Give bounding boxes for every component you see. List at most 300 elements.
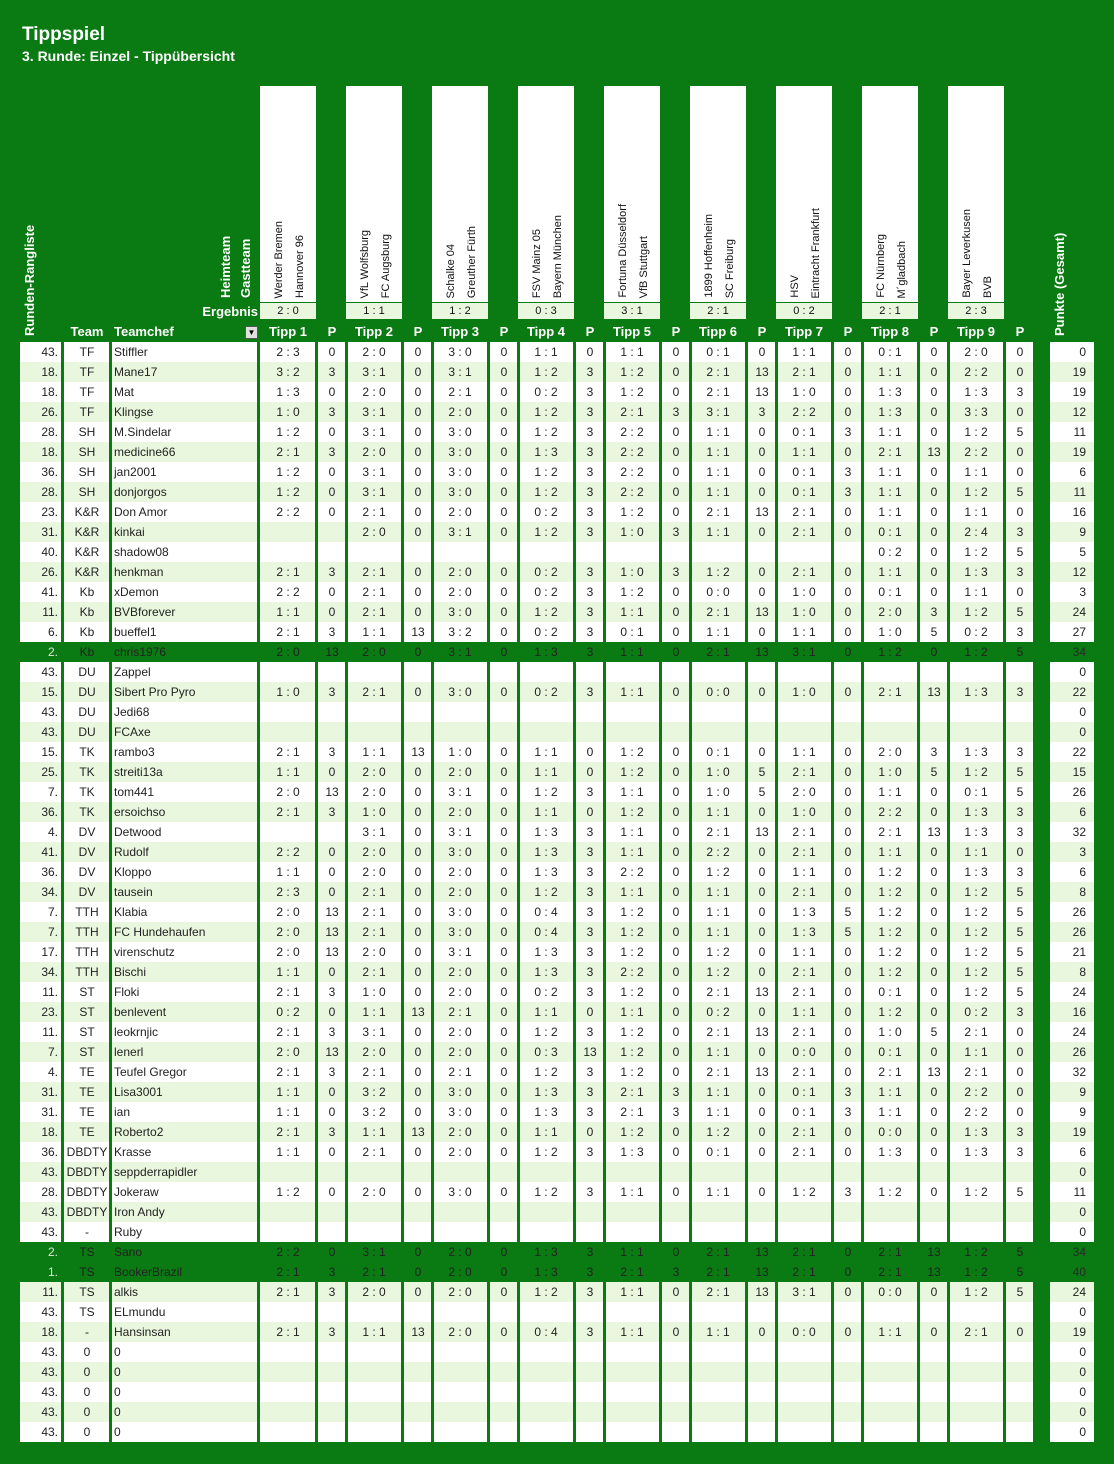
points-8-cell <box>920 1422 948 1442</box>
tipp-5-cell: 2 : 2 <box>620 445 644 459</box>
points-9-cell: 3 <box>1016 385 1024 399</box>
team-column-header: Team <box>70 324 104 339</box>
teamchef-cell: benlevent <box>114 1005 167 1019</box>
points-6-cell: 13 <box>755 1285 769 1299</box>
ergebnis-label: Ergebnis <box>202 304 258 319</box>
rank-cell: 31. <box>41 525 58 539</box>
tipp-3-cell: 3 : 0 <box>448 905 472 919</box>
tipp-7-cell: 1 : 1 <box>792 945 816 959</box>
points-9-cell <box>1006 1382 1034 1402</box>
points-7-cell <box>834 1302 862 1322</box>
tipp-4-cell: 1 : 1 <box>534 345 558 359</box>
points-8-cell: 0 <box>930 645 938 659</box>
tipp-7-cell: 1 : 0 <box>792 585 816 599</box>
tipp-6-cell: 2 : 1 <box>706 1285 730 1299</box>
points-3-cell: 0 <box>500 905 508 919</box>
tipp-3-column-header: Tipp 3 <box>440 324 480 339</box>
tipp-2-cell: 2 : 0 <box>362 945 386 959</box>
tipp-8-cell <box>862 1362 918 1382</box>
row-gap <box>1034 702 1050 722</box>
tipp-5-cell <box>604 702 660 722</box>
row-gap <box>1034 542 1050 562</box>
tipp-5-column-header: Tipp 5 <box>612 324 652 339</box>
tipp-6-cell: 1 : 1 <box>706 805 730 819</box>
tipp-6-cell: 1 : 2 <box>706 945 730 959</box>
tipp-7-cell: 2 : 1 <box>792 1245 816 1259</box>
tipp-8-cell <box>862 702 918 722</box>
points-7-cell: 5 <box>844 905 852 919</box>
points-3-cell: 0 <box>500 985 508 999</box>
points-1-cell: 3 <box>328 565 336 579</box>
teamchef-cell: Iron Andy <box>114 1205 165 1219</box>
tipp-2-cell <box>346 1222 402 1242</box>
points-2-cell: 13 <box>411 1125 425 1139</box>
tipp-4-cell <box>518 1382 574 1402</box>
team-cell: SH <box>78 485 96 499</box>
tipp-2-cell: 3 : 1 <box>362 425 386 439</box>
tipp-4-cell <box>518 1302 574 1322</box>
tipp-9-cell <box>948 1422 1004 1442</box>
tipp-5-cell: 2 : 1 <box>620 405 644 419</box>
points-5-cell <box>662 1422 690 1442</box>
points-6-cell: 0 <box>758 745 766 759</box>
points-5-cell: 0 <box>672 605 680 619</box>
tipp-8-cell: 1 : 1 <box>878 1105 902 1119</box>
match-3-home-team: Schalke 04 <box>445 243 457 298</box>
row-gap <box>1034 682 1050 702</box>
points-9-cell: 5 <box>1016 645 1024 659</box>
points-2-cell <box>404 1422 432 1442</box>
rank-cell: 41. <box>41 845 58 859</box>
rank-cell: 43. <box>41 1305 58 1319</box>
match-5-header <box>604 86 660 302</box>
match-9-header <box>948 86 1004 302</box>
tipp-1-cell: 2 : 1 <box>276 625 300 639</box>
tipp-1-cell: 2 : 1 <box>276 1025 300 1039</box>
tipp-3-cell: 2 : 0 <box>448 1125 472 1139</box>
tipp-6-cell <box>690 1302 746 1322</box>
tipp-8-cell: 0 : 1 <box>878 345 902 359</box>
team-cell: K&R <box>74 545 100 559</box>
tipp-8-cell: 0 : 0 <box>878 1285 902 1299</box>
tipp-6-cell <box>690 1402 746 1422</box>
points-3-cell: 0 <box>500 365 508 379</box>
tipp-1-cell: 2 : 3 <box>276 345 300 359</box>
row-gap <box>1034 1102 1050 1122</box>
points-1-cell: 13 <box>325 645 339 659</box>
points-3-cell: 0 <box>500 1125 508 1139</box>
tipp-6-cell: 2 : 1 <box>706 505 730 519</box>
team-cell: TE <box>79 1065 95 1079</box>
team-cell: SH <box>78 445 96 459</box>
tipp-8-cell: 1 : 2 <box>878 645 902 659</box>
points-2-cell: 0 <box>414 945 422 959</box>
tipp-8-cell: 1 : 0 <box>878 765 902 779</box>
points-3-cell: 0 <box>500 1085 508 1099</box>
column-divider <box>917 342 920 1442</box>
points-6-column-header: P <box>757 324 767 339</box>
points-9-cell: 0 <box>1016 1065 1024 1079</box>
tipp-5-cell: 1 : 2 <box>620 585 644 599</box>
points-4-cell: 3 <box>586 925 594 939</box>
tipp-8-cell: 1 : 3 <box>878 385 902 399</box>
points-6-cell: 13 <box>755 605 769 619</box>
points-1-cell: 3 <box>328 805 336 819</box>
points-3-cell <box>490 1342 518 1362</box>
tipp-7-cell: 1 : 3 <box>792 905 816 919</box>
tipp-2-cell: 3 : 1 <box>362 1025 386 1039</box>
tipp-5-cell: 2 : 2 <box>620 485 644 499</box>
tipp-6-cell: 0 : 0 <box>706 585 730 599</box>
column-divider <box>861 342 864 1442</box>
points-8-cell: 0 <box>930 565 938 579</box>
tipp-9-cell: 2 : 1 <box>964 1325 988 1339</box>
points-7-cell: 0 <box>844 1045 852 1059</box>
tipp-7-cell <box>776 1342 832 1362</box>
tipp-4-cell <box>518 1362 574 1382</box>
match-4-header <box>518 86 574 302</box>
tipp-1-cell <box>260 1222 316 1242</box>
tipp-3-cell <box>432 1302 488 1322</box>
tipp-7-cell: 1 : 1 <box>792 1005 816 1019</box>
row-gap <box>1034 622 1050 642</box>
match-1-header <box>260 86 316 302</box>
team-cell: TTH <box>75 925 99 939</box>
points-3-cell: 0 <box>500 345 508 359</box>
tipp-2-cell: 3 : 1 <box>362 1245 386 1259</box>
teamchef-cell: Sibert Pro Pyro <box>114 685 196 699</box>
team-cell: TE <box>79 1105 95 1119</box>
rank-cell: 43. <box>41 1225 58 1239</box>
tipp-1-cell: 2 : 2 <box>276 1245 300 1259</box>
tipp-1-cell: 1 : 2 <box>276 465 300 479</box>
points-8-cell: 0 <box>930 865 938 879</box>
points-1-cell: 13 <box>325 945 339 959</box>
tipp-4-cell <box>518 1422 574 1442</box>
tipp-4-column-header: Tipp 4 <box>526 324 566 339</box>
points-3-cell <box>490 542 518 562</box>
points-4-cell: 3 <box>586 1285 594 1299</box>
tipp-5-cell: 1 : 2 <box>620 745 644 759</box>
points-3-cell <box>490 1382 518 1402</box>
points-4-cell: 3 <box>586 565 594 579</box>
tipp-1-cell: 1 : 2 <box>276 425 300 439</box>
points-2-cell: 0 <box>414 645 422 659</box>
teamchef-cell: medicine66 <box>114 445 176 459</box>
tipp-7-cell: 2 : 1 <box>792 1145 816 1159</box>
teamchef-cell: lenerl <box>114 1045 144 1059</box>
tipp-3-cell: 3 : 0 <box>448 925 472 939</box>
tipp-5-cell: 1 : 1 <box>620 1005 644 1019</box>
match-4-home-team: FSV Mainz 05 <box>531 228 543 298</box>
points-6-cell: 3 <box>758 405 766 419</box>
match-5-home-team: Fortuna Düsseldorf <box>617 204 629 298</box>
tipp-8-cell: 1 : 0 <box>878 625 902 639</box>
tipp-2-cell: 2 : 1 <box>362 1065 386 1079</box>
total-points-cell: 6 <box>1079 1145 1086 1159</box>
points-7-cell: 3 <box>844 425 852 439</box>
points-4-cell: 3 <box>586 1245 594 1259</box>
points-8-cell: 3 <box>930 605 938 619</box>
match-8-home-team: FC Nürnberg <box>875 234 887 298</box>
tipp-5-cell: 1 : 1 <box>620 1245 644 1259</box>
tipp-9-column-header: Tipp 9 <box>956 324 996 339</box>
points-1-cell: 3 <box>328 1265 336 1279</box>
row-gap <box>1034 502 1050 522</box>
rank-cell: 4. <box>47 825 58 839</box>
column-divider <box>431 342 434 1442</box>
tipp-8-cell: 1 : 3 <box>878 405 902 419</box>
points-9-cell: 5 <box>1016 1245 1024 1259</box>
rank-cell: 4. <box>47 1065 58 1079</box>
points-7-column-header: P <box>843 324 853 339</box>
points-3-cell: 0 <box>500 785 508 799</box>
tipp-7-cell: 1 : 2 <box>792 1185 816 1199</box>
tipp-8-cell: 1 : 2 <box>878 1185 902 1199</box>
points-3-cell: 0 <box>500 1025 508 1039</box>
points-5-cell: 0 <box>672 1125 680 1139</box>
points-6-cell: 13 <box>755 365 769 379</box>
tipp-8-cell: 1 : 2 <box>878 885 902 899</box>
tipp-9-cell: 1 : 3 <box>964 385 988 399</box>
points-2-cell: 0 <box>414 905 422 919</box>
tipp-5-cell <box>604 1162 660 1182</box>
points-7-cell: 0 <box>844 1325 852 1339</box>
points-7-cell: 0 <box>844 1125 852 1139</box>
filter-dropdown-icon[interactable]: ▼ <box>245 326 258 339</box>
points-9-cell: 0 <box>1016 845 1024 859</box>
team-cell: K&R <box>74 505 100 519</box>
points-4-cell <box>576 542 604 562</box>
tipp-3-cell: 3 : 0 <box>448 465 472 479</box>
team-cell: SH <box>78 465 96 479</box>
tipp-7-cell: 2 : 1 <box>792 1025 816 1039</box>
tipp-8-cell: 1 : 2 <box>878 1005 902 1019</box>
tipp-1-cell: 2 : 2 <box>276 585 300 599</box>
match-7-result: 0 : 2 <box>776 303 832 319</box>
tipp-4-cell: 1 : 2 <box>534 785 558 799</box>
points-6-cell: 0 <box>758 1325 766 1339</box>
tipp-4-cell: 0 : 2 <box>534 625 558 639</box>
tipp-6-cell: 3 : 1 <box>706 405 730 419</box>
match-3-away-team: Greuther Fürth <box>466 225 478 298</box>
points-1-cell <box>318 1302 346 1322</box>
tipp-2-cell: 2 : 0 <box>362 865 386 879</box>
tipp-9-cell: 1 : 1 <box>964 505 988 519</box>
points-2-cell: 0 <box>414 405 422 419</box>
teamchef-cell: Jedi68 <box>114 705 150 719</box>
points-5-cell: 0 <box>672 505 680 519</box>
points-4-cell: 3 <box>586 965 594 979</box>
tipp-4-cell: 0 : 2 <box>534 685 558 699</box>
teamchef-cell: ersoichso <box>114 805 166 819</box>
tipp-7-cell: 1 : 0 <box>792 605 816 619</box>
teamchef-cell: Ruby <box>114 1225 143 1239</box>
points-9-cell <box>1006 1302 1034 1322</box>
total-points-cell: 11 <box>1073 485 1086 499</box>
tipp-5-cell: 0 : 1 <box>620 625 644 639</box>
total-points-cell: 0 <box>1079 665 1086 679</box>
points-2-cell <box>404 702 432 722</box>
tipp-5-cell <box>604 1402 660 1422</box>
points-5-cell <box>662 1202 690 1222</box>
points-2-cell: 0 <box>414 505 422 519</box>
tipp-1-cell: 1 : 1 <box>276 865 300 879</box>
points-3-cell: 0 <box>500 1265 508 1279</box>
points-2-cell: 0 <box>414 1265 422 1279</box>
points-8-cell: 3 <box>930 745 938 759</box>
tipp-9-cell: 2 : 4 <box>964 525 988 539</box>
points-6-cell: 5 <box>758 785 766 799</box>
team-cell: TE <box>79 1125 95 1139</box>
points-4-cell: 0 <box>586 745 594 759</box>
tipp-9-cell: 0 : 1 <box>964 785 988 799</box>
tipp-6-cell: 2 : 1 <box>706 1245 730 1259</box>
total-points-cell: 6 <box>1079 865 1086 879</box>
tipp-9-cell: 1 : 2 <box>964 765 988 779</box>
points-3-cell <box>490 1402 518 1422</box>
points-6-cell <box>748 1402 776 1422</box>
tipp-2-cell: 2 : 1 <box>362 1265 386 1279</box>
points-5-cell: 0 <box>672 485 680 499</box>
points-1-cell: 0 <box>328 845 336 859</box>
tipp-4-cell: 1 : 2 <box>534 1145 558 1159</box>
points-9-cell: 3 <box>1016 1125 1024 1139</box>
points-7-cell <box>834 662 862 682</box>
tipp-5-cell: 1 : 2 <box>620 385 644 399</box>
total-points-cell: 0 <box>1079 1305 1086 1319</box>
tipp-3-cell: 3 : 0 <box>448 425 472 439</box>
tipp-5-cell: 1 : 1 <box>620 845 644 859</box>
points-3-cell: 0 <box>500 845 508 859</box>
tipp-3-cell: 2 : 0 <box>448 1325 472 1339</box>
total-points-cell: 34 <box>1072 1245 1086 1259</box>
tipp-1-cell: 2 : 0 <box>276 925 300 939</box>
points-3-cell <box>490 1362 518 1382</box>
team-cell: TF <box>79 345 95 359</box>
row-gap <box>1034 1202 1050 1222</box>
tipp-1-cell: 1 : 1 <box>276 605 300 619</box>
rank-cell: 18. <box>41 445 58 459</box>
tipp-4-cell: 0 : 2 <box>534 585 558 599</box>
tipp-9-cell: 1 : 2 <box>964 1185 988 1199</box>
points-1-cell: 3 <box>328 685 336 699</box>
points-2-cell <box>404 1382 432 1402</box>
row-gap <box>1034 1262 1050 1282</box>
points-7-cell <box>834 1342 862 1362</box>
points-9-cell <box>1006 722 1034 742</box>
points-2-cell: 0 <box>414 845 422 859</box>
tipp-7-cell: 0 : 0 <box>792 1045 816 1059</box>
points-7-cell: 0 <box>844 505 852 519</box>
tipp-5-cell: 2 : 2 <box>620 425 644 439</box>
points-5-cell <box>662 702 690 722</box>
rank-cell: 43. <box>41 725 58 739</box>
tipp-5-cell: 1 : 1 <box>620 645 644 659</box>
points-3-cell: 0 <box>500 925 508 939</box>
points-9-cell: 5 <box>1016 985 1024 999</box>
match-6-result: 2 : 1 <box>690 303 746 319</box>
points-2-cell: 0 <box>414 445 422 459</box>
points-5-cell: 0 <box>672 345 680 359</box>
row-gap <box>1034 822 1050 842</box>
points-3-cell: 0 <box>500 1065 508 1079</box>
match-2-header <box>346 86 402 302</box>
tipp-3-cell: 2 : 0 <box>448 1245 472 1259</box>
rank-cell: 43. <box>41 1365 58 1379</box>
points-9-cell <box>1006 1342 1034 1362</box>
points-7-cell: 0 <box>844 965 852 979</box>
tipp-2-cell: 2 : 0 <box>362 765 386 779</box>
tipp-7-cell <box>776 542 832 562</box>
tipp-1-cell: 2 : 1 <box>276 745 300 759</box>
points-8-cell: 13 <box>927 1265 941 1279</box>
tipp-2-cell: 3 : 2 <box>362 1085 386 1099</box>
tipp-6-cell: 2 : 1 <box>706 825 730 839</box>
points-7-cell: 0 <box>844 1025 852 1039</box>
points-7-cell <box>834 1362 862 1382</box>
tipp-7-cell <box>776 1202 832 1222</box>
points-8-cell: 5 <box>930 765 938 779</box>
tipp-3-cell: 2 : 0 <box>448 805 472 819</box>
tipp-7-column-header: Tipp 7 <box>784 324 824 339</box>
points-7-cell: 3 <box>844 1105 852 1119</box>
points-1-cell: 3 <box>328 625 336 639</box>
total-points-cell: 0 <box>1079 1205 1086 1219</box>
tipp-5-cell: 1 : 1 <box>620 685 644 699</box>
points-1-cell: 0 <box>328 505 336 519</box>
teamchef-cell: Detwood <box>114 825 162 839</box>
points-7-cell: 0 <box>844 945 852 959</box>
points-2-cell <box>404 1362 432 1382</box>
tipp-5-cell: 1 : 2 <box>620 1065 644 1079</box>
points-6-cell <box>748 1222 776 1242</box>
total-points-cell: 6 <box>1079 465 1086 479</box>
tipp-4-cell: 1 : 1 <box>534 765 558 779</box>
points-3-cell: 0 <box>500 745 508 759</box>
points-1-cell <box>318 1222 346 1242</box>
points-9-cell <box>1006 662 1034 682</box>
points-7-cell: 0 <box>844 985 852 999</box>
team-cell: 0 <box>83 1365 91 1379</box>
points-2-cell: 0 <box>414 1145 422 1159</box>
total-points-cell: 19 <box>1072 445 1086 459</box>
match-2-result: 1 : 1 <box>346 303 402 319</box>
teamchef-cell: ELmundu <box>114 1305 166 1319</box>
tipp-7-cell: 2 : 1 <box>792 1065 816 1079</box>
points-7-cell: 0 <box>844 345 852 359</box>
points-3-cell: 0 <box>500 1285 508 1299</box>
points-1-cell <box>318 702 346 722</box>
tipp-6-cell <box>690 722 746 742</box>
points-7-cell: 0 <box>844 1145 852 1159</box>
match-1-home-team: Werder Bremen <box>273 220 285 298</box>
tipp-6-cell: 1 : 1 <box>706 925 730 939</box>
points-7-cell: 0 <box>844 565 852 579</box>
points-4-cell: 3 <box>586 605 594 619</box>
tipp-1-cell: 2 : 0 <box>276 905 300 919</box>
tipp-5-cell <box>604 722 660 742</box>
teamchef-cell: 0 <box>114 1365 121 1379</box>
total-points-cell: 26 <box>1072 925 1086 939</box>
points-2-cell: 0 <box>414 865 422 879</box>
tipp-9-cell: 2 : 2 <box>964 1105 988 1119</box>
tipp-9-cell <box>948 1202 1004 1222</box>
tipp-9-cell: 1 : 2 <box>964 885 988 899</box>
points-1-cell: 0 <box>328 585 336 599</box>
points-7-cell: 0 <box>844 785 852 799</box>
points-7-cell: 0 <box>844 885 852 899</box>
